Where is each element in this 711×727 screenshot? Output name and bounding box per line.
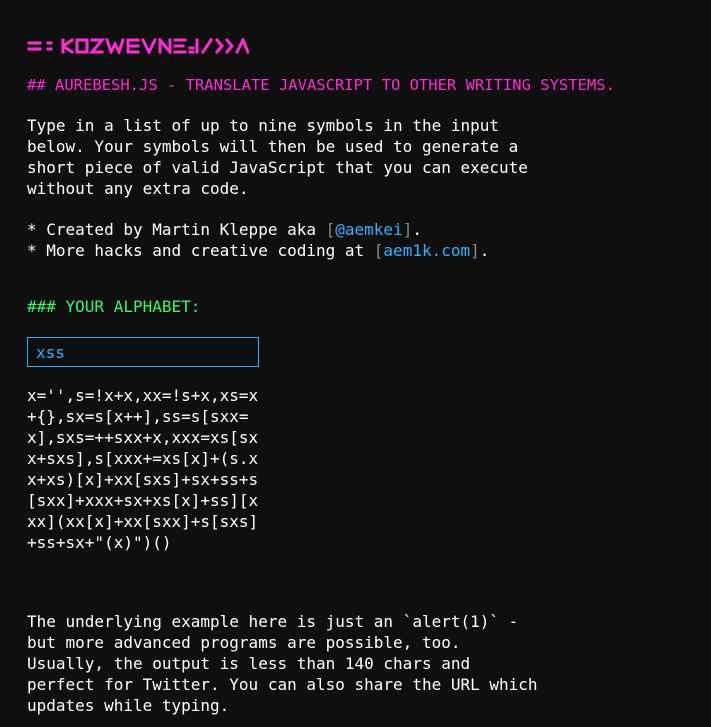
subtitle: ## AUREBESH.JS - TRANSLATE JAVASCRIPT TO OTHER WRITING SYSTEMS. — [27, 76, 615, 94]
code-line: x='',s=!x+x,xx=!s+x,xs=x — [27, 386, 259, 405]
bracket-open: [ — [325, 220, 336, 239]
intro-line: below. Your symbols will then be used to generate a — [27, 137, 519, 156]
alphabet-heading: ### YOUR ALPHABET: — [27, 297, 201, 316]
alphabet-input[interactable] — [27, 337, 259, 367]
code-line: x+sxs],s[xxx+=xs[x]+(s.x — [27, 449, 259, 468]
credits-line1-prefix: * Created by Martin Kleppe aka — [27, 220, 326, 239]
code-line: x],sxs=++sxx+x,xxx=xs[sx — [27, 428, 259, 447]
bracket-close: ] — [470, 241, 480, 260]
code-line: [sxx]+xxx+sx+xs[x]+ss][x — [27, 491, 259, 510]
code-line: xx](xx[x]+xx[sxx]+s[sxs] — [27, 512, 259, 531]
aurebesh-logo-glyphs-icon — [27, 38, 249, 54]
intro-line: Type in a list of up to nine symbols in the input — [27, 116, 500, 135]
outro-text — [27, 611, 538, 716]
aurebesh-logo — [27, 38, 249, 54]
aem1k-link[interactable]: aem1k.com — [383, 241, 471, 260]
outro-line: The underlying example here is just an `alert(1)` - — [27, 612, 519, 631]
credits-line2-prefix: * More hacks and creative coding at — [27, 241, 374, 260]
intro-line: short piece of valid JavaScript that you can execute — [27, 158, 528, 177]
outro-line: but more advanced programs are possible, too. — [27, 633, 461, 652]
outro-line: updates while typing. — [27, 696, 230, 715]
credits-line1-suffix: . — [412, 220, 422, 239]
credits — [27, 219, 489, 261]
generated-code-output — [27, 385, 267, 553]
code-line: +ss+sx+"(x)")() — [27, 533, 172, 552]
credits-line2-suffix: . — [479, 241, 490, 260]
intro-line: without any extra code. — [27, 179, 249, 198]
aemkei-link[interactable]: @aemkei — [335, 220, 403, 239]
code-line: x+xs)[x]+xx[sxs]+sx+ss+s — [27, 470, 259, 489]
outro-line: Usually, the output is less than 140 chars and — [27, 654, 471, 673]
bracket-close: ] — [402, 220, 413, 239]
code-line: +{},sx=s[x++],ss=s[sxx= — [27, 407, 249, 426]
bracket-open: [ — [373, 241, 384, 260]
outro-line: perfect for Twitter. You can also share the URL which — [27, 675, 538, 694]
intro-text — [27, 115, 528, 199]
